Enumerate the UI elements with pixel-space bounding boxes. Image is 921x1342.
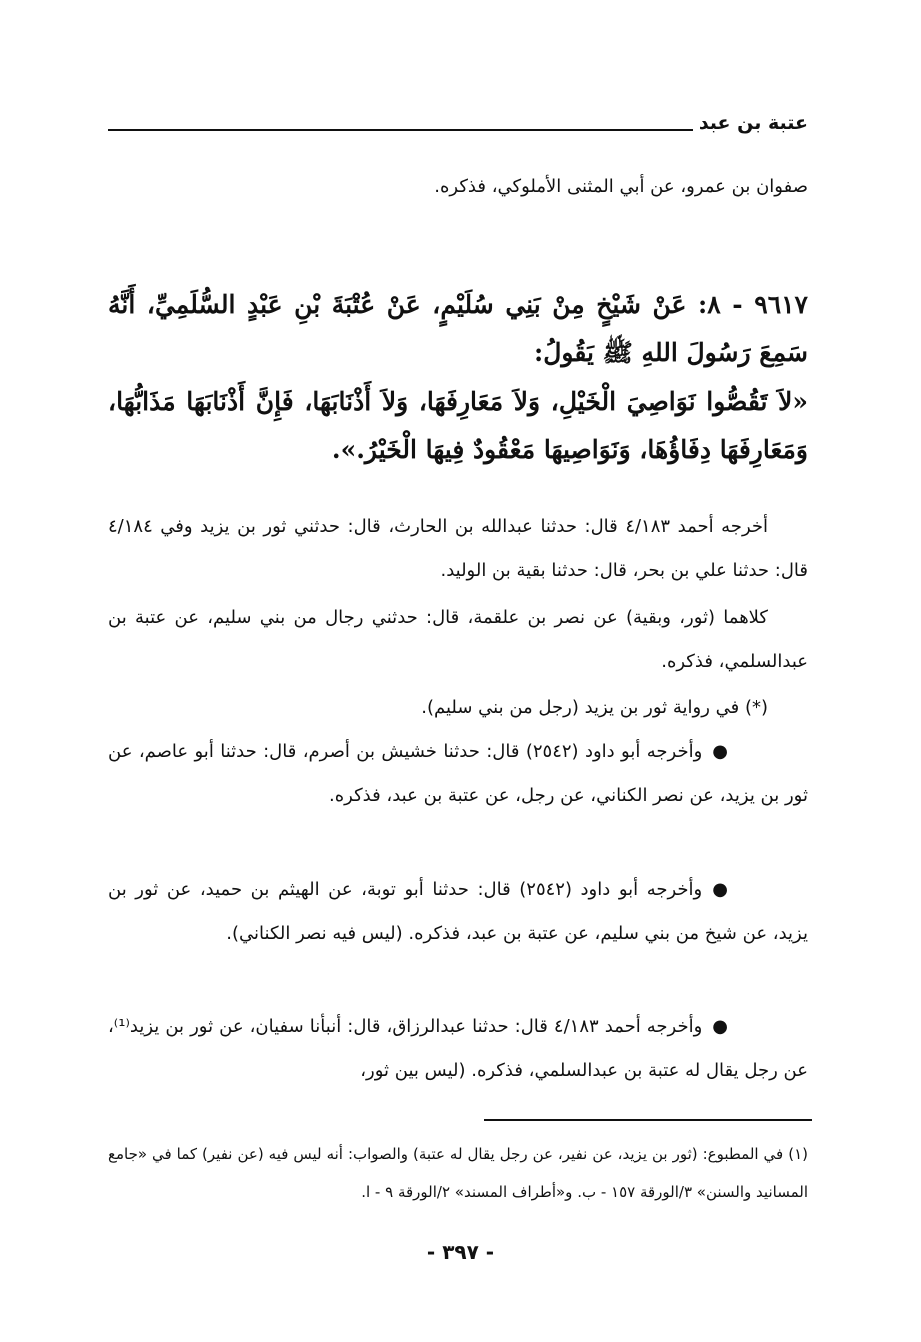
header-title: عتبة بن عبد <box>698 112 808 134</box>
takhrij-paragraph-1: أخرجه أحمد ٤/١٨٣ قال: حدثنا عبدالله بن الحارث، قال: حدثني ثور بن يزيد وفي ٤/١٨٤ قال: حدثنا علي بن بحر، قال: حدثنا بقية بن الوليد. <box>108 516 808 581</box>
intro-line: صفوان بن عمرو، عن أبي المثنى الأملوكي، فذكره. <box>434 176 808 197</box>
takhrij-paragraph-3-text: وأخرجه أبو داود (٢٥٤٢) قال: حدثنا خشيش بن أصرم، قال: حدثنا أبو عاصم، عن ثور بن يزيد، عن نصر الكناني، عن رجل، عن عتبة بن عبد، فذكره. <box>108 741 808 806</box>
footnote-rule <box>484 1119 812 1121</box>
takhrij-paragraph-5-text: وأخرجه أحمد ٤/١٨٣ قال: حدثنا عبدالرزاق، قال: أنبأنا سفيان، عن ثور بن يزيد⁽¹⁾، عن رجل يقال له عتبة بن عبدالسلمي، فذكره. (ليس بين ثور، <box>108 1016 808 1081</box>
bullet-icon: ● <box>712 1016 728 1037</box>
takhrij-note: (*) في رواية ثور بن يزيد (رجل من بني سليم). <box>421 697 768 718</box>
takhrij-paragraph-4-text: وأخرجه أبو داود (٢٥٤٢) قال: حدثنا أبو توبة، عن الهيثم بن حميد، عن ثور بن يزيد، عن شيخ من بني سليم، عن عتبة بن عبد، فذكره. (ليس فيه نصر الكناني). <box>108 879 808 944</box>
takhrij-paragraph-3 <box>108 730 808 818</box>
takhrij-paragraph-4 <box>108 868 808 956</box>
hadith-heading: ٩٦١٧ - ٨: عَنْ شَيْخٍ مِنْ بَنِي سُلَيْمٍ، عَنْ عُتْبَةَ بْنِ عَبْدٍ السُّلَمِيِّ، أَنَّهُ سَمِعَ رَسُولَ اللهِ ﷺ يَقُولُ: <box>108 290 808 367</box>
takhrij-paragraph-5 <box>108 1005 808 1093</box>
bullet-icon: ● <box>712 879 728 900</box>
page-number: - ٣٩٧ - <box>426 1240 495 1264</box>
footnote: (١) في المطبوع: (ثور بن يزيد، عن نفير، عن رجل يقال له عتبة) والصواب: أنه ليس فيه (عن نفير) كما في «جامع المسانيد والسنن» ٣/الورقة ١٥٧ - ب. و«أطراف المسند» ٢/الورقة ٩ - ا. <box>108 1145 808 1201</box>
takhrij-paragraph-2: كلاهما (ثور، وبقية) عن نصر بن علقمة، قال: حدثني رجال من بني سليم، عن عتبة بن عبدالسلمي، فذكره. <box>108 607 808 672</box>
bullet-icon: ● <box>712 741 728 762</box>
header-rule <box>108 129 693 131</box>
hadith-text: «لاَ تَقُصُّوا نَوَاصِيَ الْخَيْلِ، وَلاَ مَعَارِفَهَا، وَلاَ أَذْنَابَهَا، فَإِنَّ أَذْنَابَهَا مَذَابُّهَا، وَمَعَارِفَهَا دِفَاؤُهَا، وَنَوَاصِيهَا مَعْقُودٌ فِيهَا الْخَيْرُ.». <box>108 387 808 464</box>
page-header <box>108 112 808 142</box>
